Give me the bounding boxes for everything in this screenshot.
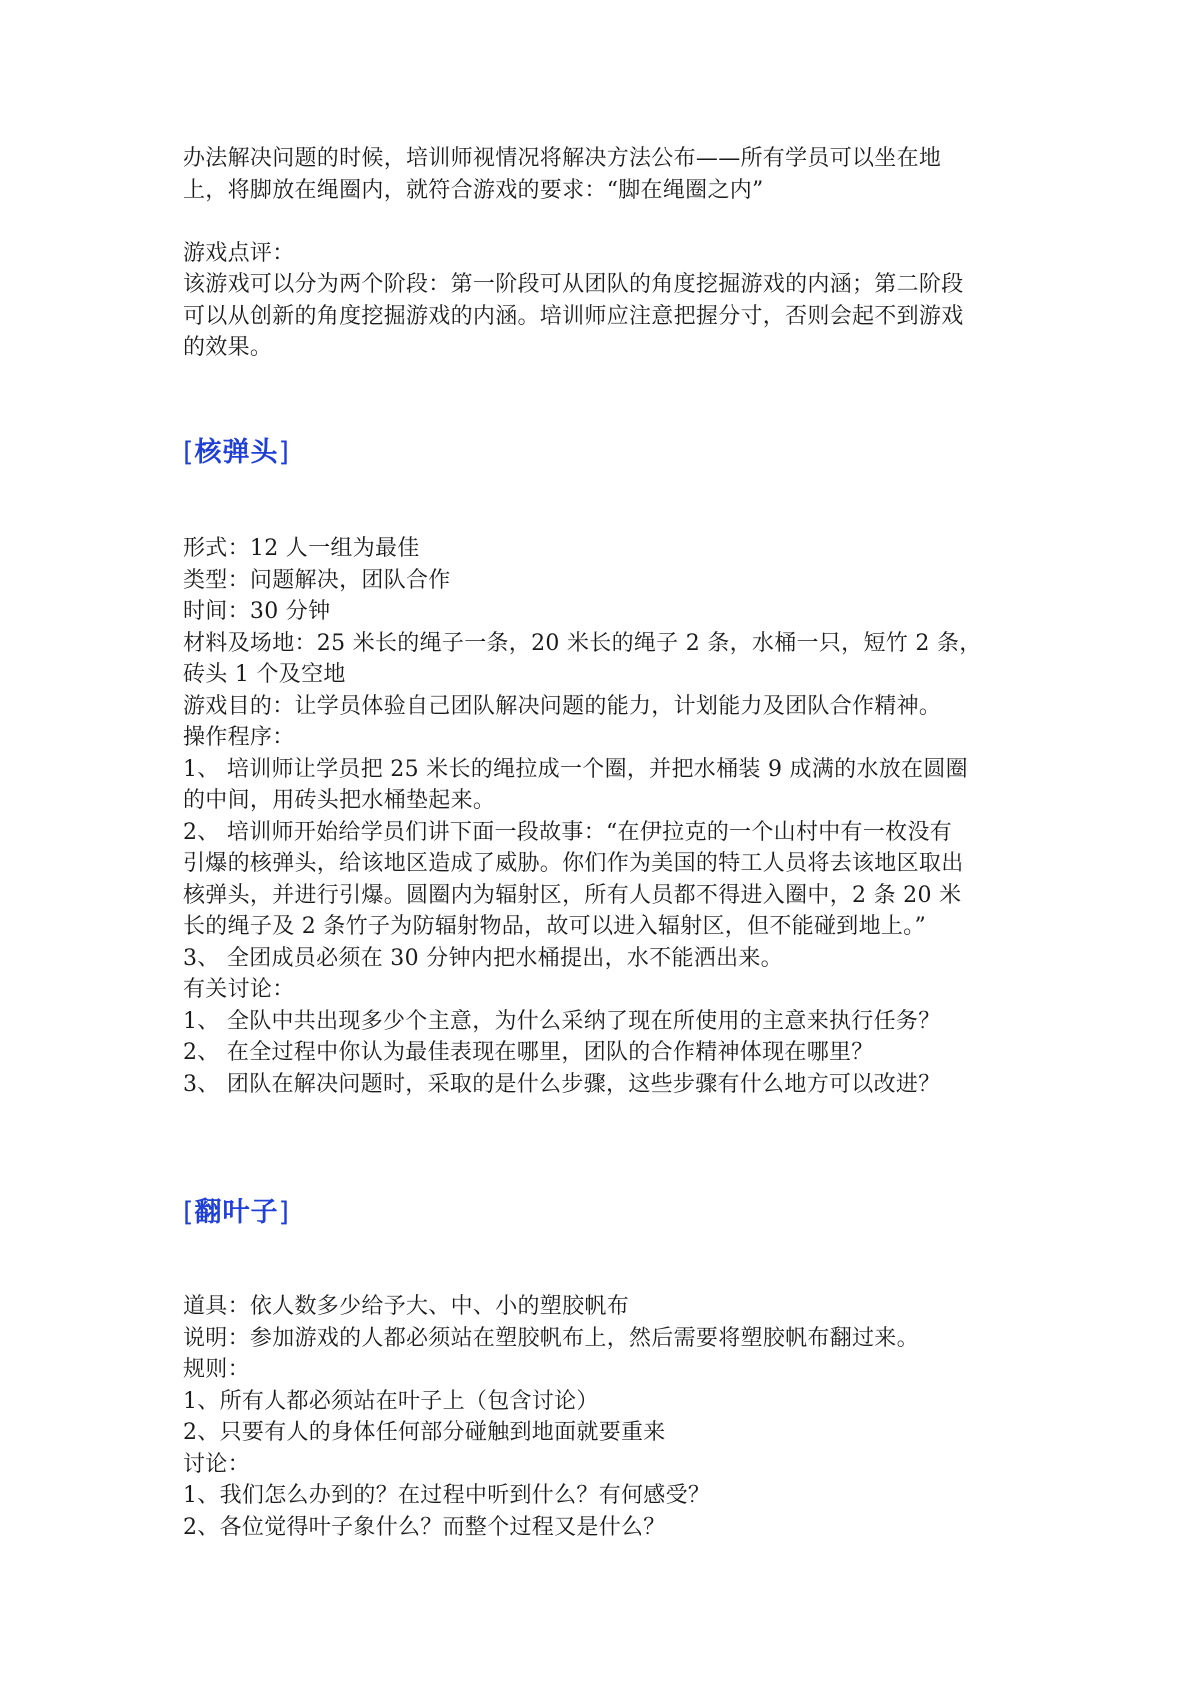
intro-line: 上，将脚放在绳圈内，就符合游戏的要求：“脚在绳圈之内” bbox=[183, 177, 764, 203]
body-line: 2、 培训师开始给学员们讲下面一段故事：“在伊拉克的一个山村中有一枚没有 bbox=[183, 819, 953, 845]
body-line: 类型：问题解决，团队合作 bbox=[183, 567, 451, 593]
section-heading-hedantou bbox=[183, 430, 1043, 469]
review-line: 可以从创新的角度挖掘游戏的内涵。培训师应注意把握分寸，否则会起不到游戏 bbox=[183, 303, 964, 329]
body-line: 有关讨论： bbox=[183, 977, 295, 1002]
heading-title: 核弹头 bbox=[194, 437, 279, 468]
body-line: 2、 在全过程中你认为最佳表现在哪里，团队的合作精神体现在哪里？ bbox=[183, 1040, 874, 1065]
body-line: 道具：依人数多少给予大、中、小的塑胶帆布 bbox=[183, 1294, 630, 1319]
body-line: 形式：12 人一组为最佳 bbox=[183, 536, 420, 561]
body-line: 1、 全队中共出现多少个主意，为什么采纳了现在所使用的主意来执行任务？ bbox=[183, 1008, 941, 1034]
review-line: 该游戏可以分为两个阶段：第一阶段可从团队的角度挖掘游戏的内涵；第二阶段 bbox=[183, 272, 964, 297]
review-line: 的效果。 bbox=[183, 335, 273, 360]
review-label: 游戏点评： bbox=[183, 240, 295, 266]
body-line: 时间：30 分钟 bbox=[183, 599, 331, 624]
heading-bracket-close: ] bbox=[278, 437, 291, 468]
body-line: 材料及场地：25 米长的绳子一条，20 米长的绳子 2 条，水桶一只，短竹 2 条， bbox=[183, 630, 982, 656]
body-line: 1、所有人都必须站在叶子上（包含讨论） bbox=[183, 1388, 599, 1414]
section-body-fanyezi bbox=[183, 1291, 1043, 1543]
intro-block bbox=[183, 143, 1043, 364]
heading-bracket-open: [ bbox=[183, 1197, 195, 1228]
body-line: 引爆的核弹头，给该地区造成了威胁。你们作为美国的特工人员将去该地区取出 bbox=[183, 851, 964, 876]
heading-title: 翻叶子 bbox=[194, 1197, 279, 1228]
heading-bracket-close: ] bbox=[278, 1197, 291, 1228]
body-line: 2、只要有人的身体任何部分碰触到地面就要重来 bbox=[183, 1420, 666, 1445]
section-heading-fanyezi bbox=[183, 1190, 1043, 1229]
body-line: 长的绳子及 2 条竹子为防辐射物品，故可以进入辐射区，但不能碰到地上。” bbox=[183, 914, 927, 939]
body-line: 2、各位觉得叶子象什么？而整个过程又是什么？ bbox=[183, 1514, 666, 1540]
body-line: 的中间，用砖头把水桶垫起来。 bbox=[183, 788, 496, 813]
body-line: 1、我们怎么办到的？在过程中听到什么？有何感受？ bbox=[183, 1483, 711, 1508]
body-line: 3、 团队在解决问题时，采取的是什么步骤，这些步骤有什么地方可以改进？ bbox=[183, 1071, 941, 1097]
body-line: 规则： bbox=[183, 1357, 250, 1382]
body-line: 说明：参加游戏的人都必须站在塑胶帆布上，然后需要将塑胶帆布翻过来。 bbox=[183, 1325, 919, 1351]
body-line: 讨论： bbox=[183, 1451, 250, 1477]
body-line: 操作程序： bbox=[183, 725, 295, 750]
body-line: 核弹头，并进行引爆。圆圈内为辐射区，所有人员都不得进入圈中，2 条 20 米 bbox=[183, 882, 962, 908]
body-line: 砖头 1 个及空地 bbox=[183, 662, 346, 687]
body-line: 1、 培训师让学员把 25 米长的绳拉成一个圈，并把水桶装 9 成满的水放在圆圈 bbox=[183, 756, 968, 782]
body-line: 游戏目的：让学员体验自己团队解决问题的能力，计划能力及团队合作精神。 bbox=[183, 693, 942, 719]
heading-bracket-open: [ bbox=[183, 437, 195, 468]
body-line: 3、 全团成员必须在 30 分钟内把水桶提出，水不能洒出来。 bbox=[183, 945, 783, 971]
section-body-hedantou bbox=[183, 533, 1043, 1100]
intro-line: 办法解决问题的时候，培训师视情况将解决方法公布——所有学员可以坐在地 bbox=[183, 146, 942, 171]
